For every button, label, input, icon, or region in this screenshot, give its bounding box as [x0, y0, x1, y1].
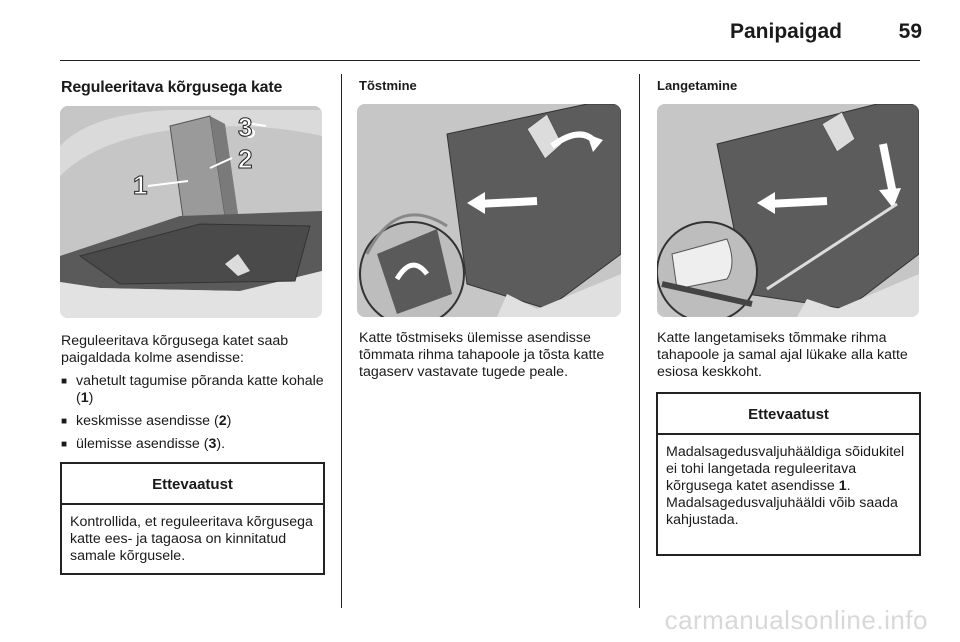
page-number: 59 [898, 20, 922, 43]
caution-text: Madalsagedusvaljuhääldiga sõidukitel ei tohi langetada reguleeritava kõrgusega katet asendisse 1. Madalsagedusvaljuhääldi võib saada kahjustada. [666, 444, 905, 528]
list-item: ■ ülemisse asendisse (3). [61, 436, 329, 453]
watermark: carmanualsonline.info [664, 605, 928, 635]
column-divider-2 [639, 74, 640, 608]
figure-cover-positions [60, 106, 322, 318]
callout-2: 2 [238, 144, 253, 174]
header-rule [60, 60, 920, 61]
column-divider-1 [341, 74, 342, 608]
position-list [61, 373, 329, 453]
caution-title: Ettevaatust [658, 394, 919, 435]
raising-text: Katte tõstmiseks ülemisse asendisse tõmmata rihma tahapoole ja tõsta katte tagaserv vastavate tugede peale. [359, 330, 605, 380]
lowering-text: Katte langetamiseks tõmmake rihma tahapoole ja samal ajal lükake alla katte esiosa keskkoht. [657, 330, 908, 380]
caution-box-1 [60, 462, 325, 575]
header-title: Panipaigad [729, 20, 842, 43]
list-item: ■ vahetult tagumise põranda katte kohale (1) [61, 373, 329, 407]
list-item: ■ keskmisse asendisse (2) [61, 413, 329, 430]
subhead-lowering: Langetamine [657, 78, 738, 93]
figure-raising [357, 104, 621, 317]
section-title: Reguleeritava kõrgusega kate [61, 79, 283, 96]
caution-text: Kontrollida, et reguleeritava kõrgusega katte ees- ja tagaosa on kinnitatud samale kõrgusele. [70, 514, 313, 564]
figure-lowering [657, 104, 919, 317]
callout-1: 1 [133, 170, 148, 200]
caution-box-2 [656, 392, 921, 556]
intro-text: Reguleeritava kõrgusega katet saab paigaldada kolme asendisse: ■ vahetult tagumise põranda katte kohale (1) ■ keskmisse asendisse (2) ■ ülemisse asendisse (3). [61, 333, 329, 459]
caution-title: Ettevaatust [62, 464, 323, 505]
callout-3: 3 [238, 112, 253, 142]
subhead-raising: Tõstmine [359, 78, 417, 93]
